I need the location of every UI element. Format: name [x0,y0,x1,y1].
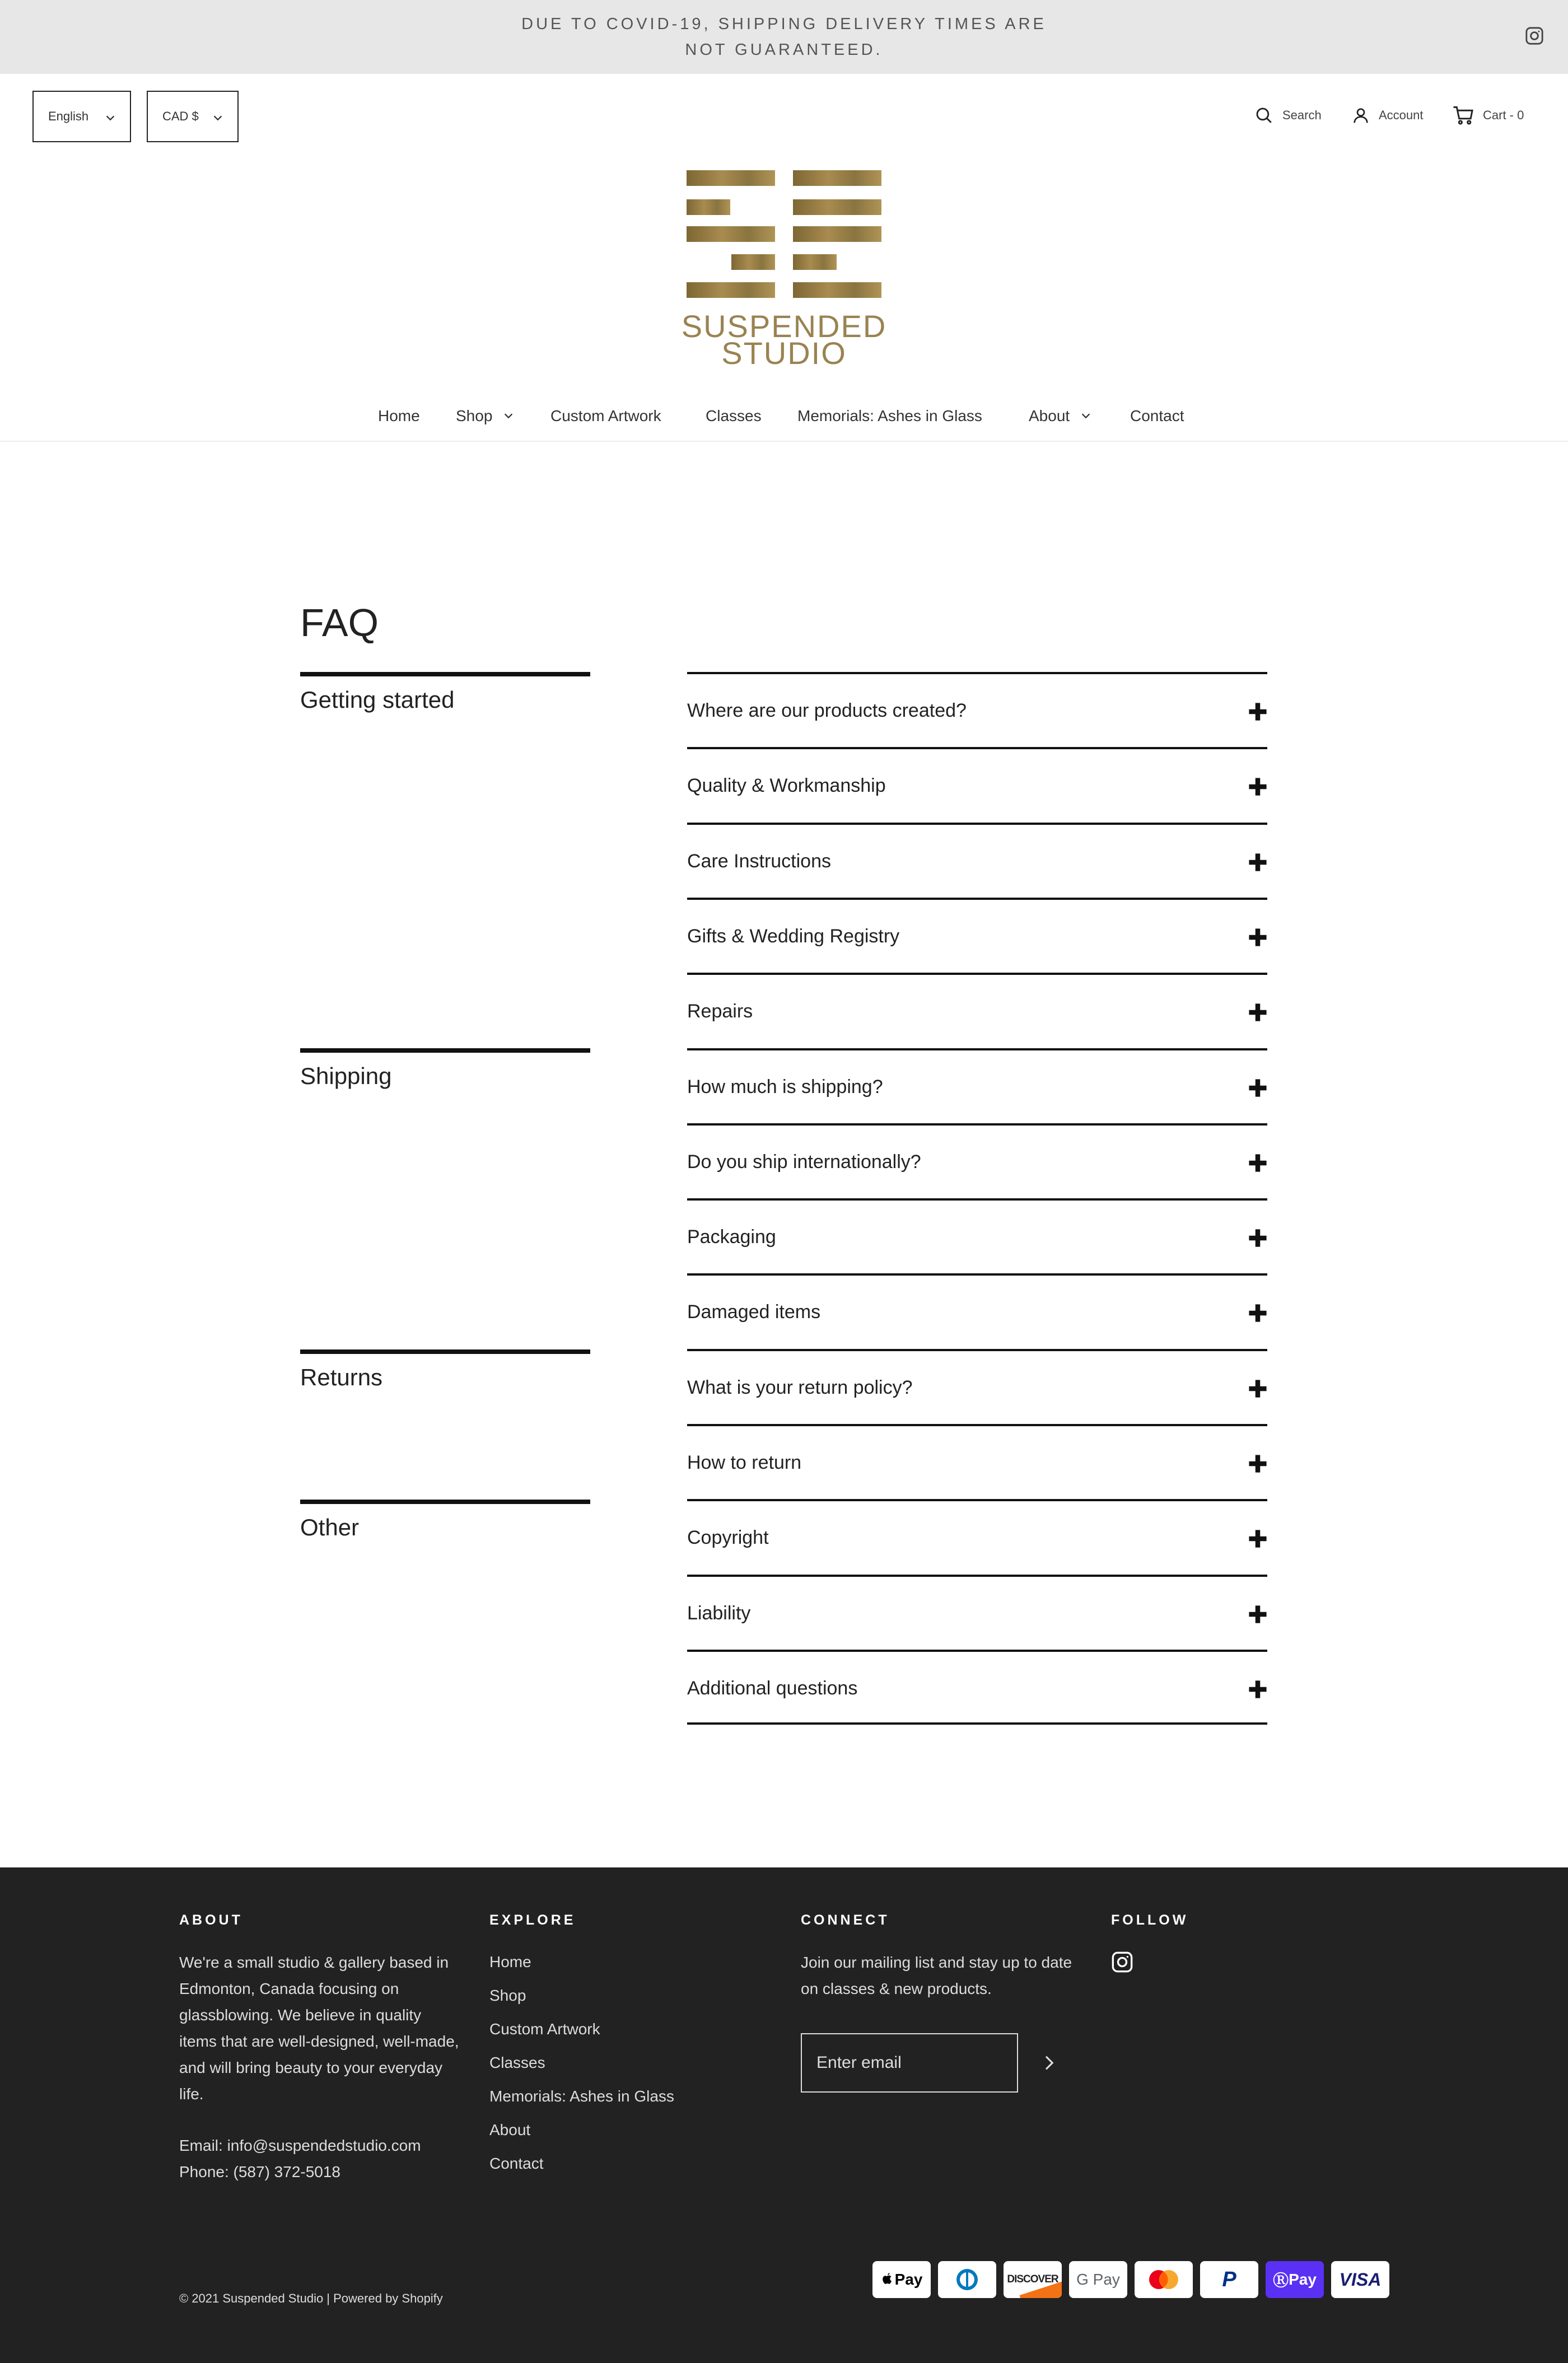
chevron-down-icon [502,410,515,422]
faq-question-label: Copyright [687,1527,769,1548]
logo-bar [687,199,730,215]
payment-label: Pay [894,2271,923,2288]
plus-icon[interactable] [1248,1003,1267,1022]
plus-icon[interactable] [1248,1605,1267,1624]
footer-link-contact[interactable]: Contact [489,2155,544,2172]
mastercard-icon [1135,2261,1193,2298]
nav-memorials-label: Memorials: Ashes in Glass [797,407,982,424]
footer-link-home[interactable]: Home [489,1953,531,1970]
nav-divider [0,441,1568,442]
plus-icon[interactable] [1248,1454,1267,1473]
faq-question[interactable] [687,1349,1267,1424]
faq-category[interactable] [300,1048,590,1089]
cart-link[interactable] [1453,104,1524,127]
plus-icon[interactable] [1248,1154,1267,1173]
plus-icon[interactable] [1248,1680,1267,1699]
logo-bar [687,170,775,186]
account-label: Account [1379,108,1424,122]
faq-question[interactable] [687,1273,1267,1348]
announcement-text: DUE TO COVID-19, SHIPPING DELIVERY TIMES ARE NOT GUARANTEED. [521,15,1047,59]
cart-icon [1453,105,1474,125]
shop-pay-icon [1266,2261,1324,2298]
faq-question[interactable] [687,898,1267,973]
nav-shop[interactable] [456,402,515,430]
currency-selector[interactable] [147,91,239,142]
faq-question[interactable] [687,1575,1267,1650]
nav-custom-artwork-label: Custom Artwork [550,407,661,424]
nav-about[interactable] [1029,402,1092,430]
footer-phone[interactable]: Phone: (587) 372-5018 [179,2163,340,2180]
instagram-icon[interactable] [1111,1951,1133,1973]
logo-bar [793,282,881,298]
plus-icon[interactable] [1248,1529,1267,1548]
faq-question-label: Quality & Workmanship [687,775,886,796]
plus-icon[interactable] [1248,1379,1267,1398]
logo-bar [687,226,775,242]
faq-question-label: Additional questions [687,1678,858,1699]
faq-question-label: Damaged items [687,1301,821,1323]
search-icon [1254,106,1273,125]
chevron-down-icon [1080,410,1092,422]
faq-category-label: Other [300,1514,360,1540]
faq-category-label: Shipping [300,1063,392,1089]
faq-question[interactable] [687,1123,1267,1198]
faq-question[interactable] [687,1198,1267,1273]
faq-question-label: Care Instructions [687,851,831,872]
language-value: English [48,109,89,123]
nav-custom-artwork[interactable] [550,402,661,430]
account-icon [1352,106,1370,125]
apple-icon [881,2272,893,2287]
logo-bar [793,254,837,270]
logo-text[interactable]: STUDIO [721,335,847,371]
announcement-bar [0,0,1568,74]
nav-contact-label: Contact [1130,407,1184,424]
footer-link-custom-artwork[interactable]: Custom Artwork [489,2020,600,2038]
newsletter-form [801,2033,1018,2093]
logo-bar [793,170,881,186]
main-nav [0,402,1568,430]
shop-pay-glyph: Ⓡ [1273,2272,1289,2289]
nav-about-label: About [1029,407,1070,424]
plus-icon[interactable] [1248,702,1267,721]
faq-category-label: Getting started [300,687,455,713]
paypal-icon [1200,2261,1258,2298]
faq-question-label: What is your return policy? [687,1377,913,1398]
plus-icon[interactable] [1248,1304,1267,1323]
faq-question-label: Do you ship internationally? [687,1151,921,1173]
instagram-icon[interactable] [1525,26,1544,45]
faq-question-label: How much is shipping? [687,1076,883,1098]
diners-club-icon [938,2261,996,2298]
plus-icon[interactable] [1248,928,1267,947]
faq-question-label: Liability [687,1603,751,1624]
copyright: © 2021 Suspended Studio | Powered by Shopify [179,2291,443,2305]
plus-icon[interactable] [1248,777,1267,796]
footer-about-text: We're a small studio & gallery based in Edmonton, Canada focusing on glassblowing. We believe in quality items that are well-designed, well-made, and will bring beauty to your everyday life. [179,1954,459,2103]
chevron-down-icon [212,112,224,124]
faq-question[interactable] [687,672,1267,747]
visa-icon [1331,2261,1389,2298]
faq-question[interactable] [687,973,1267,1048]
nav-contact[interactable] [1130,402,1184,430]
faq-question-label: Packaging [687,1226,776,1248]
cart-label: Cart - 0 [1483,108,1524,122]
footer-explore-heading: EXPLORE [489,1912,576,1928]
faq-question[interactable] [687,823,1267,898]
google-pay-icon [1069,2261,1127,2298]
faq-question[interactable] [687,1424,1267,1499]
faq-category[interactable] [300,1500,590,1540]
footer-link-about[interactable]: About [489,2121,531,2138]
faq-question-label: Where are our products created? [687,700,967,721]
faq-question-label: How to return [687,1452,802,1473]
footer-link-memorials[interactable]: Memorials: Ashes in Glass [489,2088,674,2105]
logo-bar [793,199,881,215]
account-link[interactable] [1352,104,1424,127]
faq-category-label: Returns [300,1364,383,1390]
nav-home[interactable] [378,402,420,430]
logo-bar [793,226,881,242]
page-title: FAQ [300,601,379,645]
chevron-right-icon[interactable] [1040,2054,1057,2071]
faq-question-label: Repairs [687,1001,753,1022]
chevron-down-icon [104,112,116,124]
nav-memorials[interactable] [797,402,982,430]
diners-logo [950,2267,984,2292]
footer-link-shop[interactable]: Shop [489,1987,526,2004]
payment-label: G Pay [1076,2271,1120,2288]
faq-question[interactable] [687,1650,1267,1725]
logo-text[interactable]: SUSPENDED [681,309,887,344]
nav-classes-label: Classes [706,407,762,424]
footer-email[interactable]: Email: info@suspendedstudio.com [179,2137,421,2154]
payment-label: DISCOVER [1007,2273,1058,2285]
faq-question-label: Gifts & Wedding Registry [687,926,900,947]
search-link[interactable] [1254,104,1322,127]
plus-icon[interactable] [1248,1078,1267,1098]
footer-connect-text: Join our mailing list and stay up to date on classes & new products. [801,1954,1072,1997]
faq-question[interactable] [687,1499,1267,1574]
currency-value: CAD $ [162,109,199,123]
discover-icon [1004,2261,1062,2298]
footer-link-classes[interactable]: Classes [489,2054,545,2071]
plus-icon[interactable] [1248,1229,1267,1248]
nav-home-label: Home [378,407,420,424]
logo-bar [687,282,775,298]
footer-about-heading: ABOUT [179,1912,243,1928]
footer-connect-heading: CONNECT [801,1912,890,1928]
footer [0,1867,1568,2363]
payment-label: VISA [1339,2269,1382,2290]
search-label: Search [1282,108,1322,122]
faq-question[interactable] [687,747,1267,822]
faq-question[interactable] [687,1048,1267,1123]
apple-pay-icon [872,2261,931,2298]
mastercard-logo [1144,2267,1183,2292]
footer-follow-heading: FOLLOW [1111,1912,1189,1928]
newsletter-email-input[interactable] [802,2034,1017,2091]
nav-classes[interactable] [706,402,762,430]
faq-category[interactable] [300,672,590,713]
language-selector[interactable] [32,91,131,142]
nav-shop-label: Shop [456,407,493,424]
payment-label: Pay [1289,2271,1317,2288]
payment-label: P [1222,2267,1236,2291]
logo-bar [731,254,775,270]
plus-icon[interactable] [1248,853,1267,872]
faq-category[interactable] [300,1349,590,1390]
